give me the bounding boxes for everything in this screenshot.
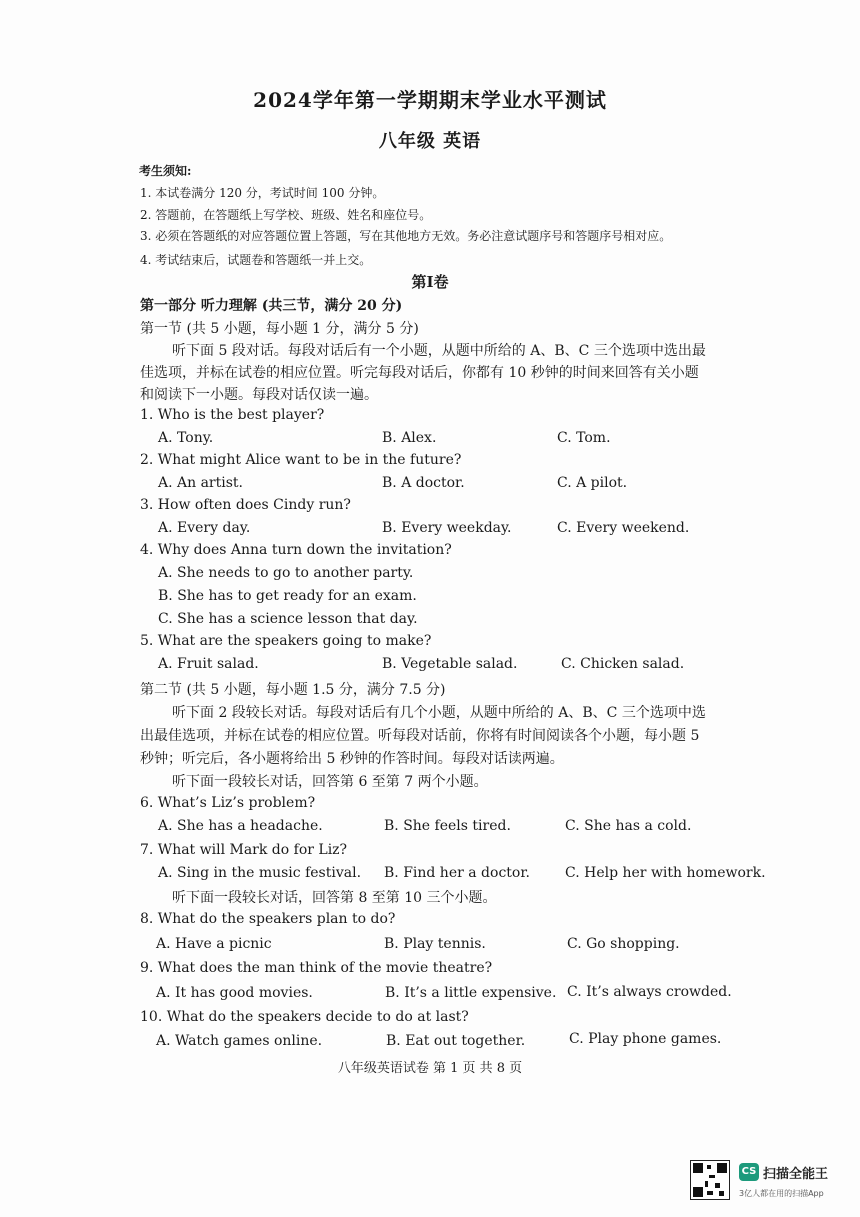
- question-stem: 8. What do the speakers plan to do?: [140, 911, 396, 927]
- section2-instructions: 出最佳选项，并标在试卷的相应位置。听每段对话前，你将有时间阅读各个小题，每小题 5: [140, 728, 700, 744]
- question-stem: 9. What does the man think of the movie theatre?: [140, 960, 493, 976]
- option-c: C. Tom.: [557, 430, 611, 446]
- section2-heading: 第二节 (共 5 小题，每小题 1.5 分，满分 7.5 分): [140, 682, 446, 698]
- option-b: B. Eat out together.: [386, 1033, 526, 1049]
- option-c: C. Help her with homework.: [565, 865, 766, 881]
- option-a: A. Have a picnic: [156, 936, 272, 952]
- section1-instructions: 和阅读下一小题。每段对话仅读一遍。: [140, 387, 378, 403]
- option-a: A. Every day.: [158, 520, 251, 536]
- option-b: B. Play tennis.: [384, 936, 486, 952]
- option-c: C. It’s always crowded.: [567, 984, 732, 1000]
- option-c: C. She has a science lesson that day.: [158, 611, 418, 627]
- camscanner-tagline: 3亿人都在用的扫描App: [739, 1189, 824, 1198]
- option-c: C. A pilot.: [557, 475, 628, 491]
- exam-subtitle: 八年级 英语: [378, 131, 482, 152]
- notice-heading: 考生须知:: [139, 164, 192, 178]
- exam-title: 2024学年第一学期期末学业水平测试: [253, 88, 607, 112]
- option-a: A. Watch games online.: [156, 1033, 323, 1049]
- question-stem: 7. What will Mark do for Liz?: [140, 842, 348, 858]
- option-b: B. She has to get ready for an exam.: [158, 588, 417, 604]
- question-stem: 5. What are the speakers going to make?: [140, 633, 432, 649]
- option-a: A. Sing in the music festival.: [158, 865, 362, 881]
- option-c: C. Every weekend.: [557, 520, 690, 536]
- section2-sub-instruction: 听下面一段较长对话，回答第 6 至第 7 两个小题。: [172, 774, 488, 790]
- option-a: A. It has good movies.: [156, 985, 313, 1001]
- section1-instructions: 听下面 5 段对话。每段对话后有一个小题，从题中所给的 A、B、C 三个选项中选出最: [172, 343, 706, 359]
- option-b: B. Vegetable salad.: [382, 656, 518, 672]
- notice-item: 4. 考试结束后，试题卷和答题纸一并上交。: [140, 253, 372, 267]
- option-c: C. She has a cold.: [565, 818, 692, 834]
- qr-code-icon: [690, 1160, 730, 1200]
- question-stem: 10. What do the speakers decide to do at last?: [140, 1009, 469, 1025]
- section1-instructions: 佳选项，并标在试卷的相应位置。听完每段对话后，你都有 10 秒钟的时间来回答有关小题: [140, 365, 699, 381]
- section1-heading: 第一节 (共 5 小题，每小题 1 分，满分 5 分): [140, 321, 419, 337]
- camscanner-logo: CS: [739, 1163, 759, 1181]
- question-stem: 2. What might Alice want to be in the future?: [140, 452, 462, 468]
- part1-heading: 第一部分 听力理解 (共三节，满分 20 分): [140, 298, 403, 314]
- option-a: A. She has a headache.: [158, 818, 323, 834]
- option-b: B. Every weekday.: [382, 520, 512, 536]
- option-b: B. Find her a doctor.: [384, 865, 530, 881]
- page-footer: 八年级英语试卷 第 1 页 共 8 页: [337, 1061, 523, 1076]
- option-a: A. Tony.: [158, 430, 214, 446]
- section2-instructions: 听下面 2 段较长对话。每段对话后有几个小题，从题中所给的 A、B、C 三个选项中选: [172, 705, 706, 721]
- option-a: A. An artist.: [158, 475, 243, 491]
- notice-item: 3. 必须在答题纸的对应答题位置上答题，写在其他地方无效。务必注意试题序号和答题序号相对应。: [140, 229, 672, 243]
- question-stem: 6. What’s Liz’s problem?: [140, 795, 316, 811]
- option-a: A. Fruit salad.: [158, 656, 259, 672]
- volume-label: 第Ⅰ卷: [411, 273, 449, 291]
- option-a: A. She needs to go to another party.: [158, 565, 414, 581]
- notice-item: 1. 本试卷满分 120 分，考试时间 100 分钟。: [140, 186, 385, 200]
- option-c: C. Go shopping.: [567, 936, 680, 952]
- option-b: B. A doctor.: [382, 475, 465, 491]
- question-stem: 1. Who is the best player?: [140, 407, 325, 423]
- option-c: C. Play phone games.: [569, 1031, 722, 1047]
- section2-instructions: 秒钟；听完后，各小题将给出 5 秒钟的作答时间。每段对话读两遍。: [140, 751, 564, 767]
- camscanner-name: 扫描全能王: [763, 1167, 829, 1182]
- option-b: B. It’s a little expensive.: [385, 985, 557, 1001]
- notice-item: 2. 答题前，在答题纸上写学校、班级、姓名和座位号。: [140, 208, 432, 222]
- option-b: B. She feels tired.: [384, 818, 511, 834]
- option-b: B. Alex.: [382, 430, 437, 446]
- question-stem: 3. How often does Cindy run?: [140, 497, 351, 513]
- section2-sub-instruction: 听下面一段较长对话，回答第 8 至第 10 三个小题。: [172, 890, 497, 906]
- option-c: C. Chicken salad.: [561, 656, 685, 672]
- question-stem: 4. Why does Anna turn down the invitation?: [140, 542, 452, 558]
